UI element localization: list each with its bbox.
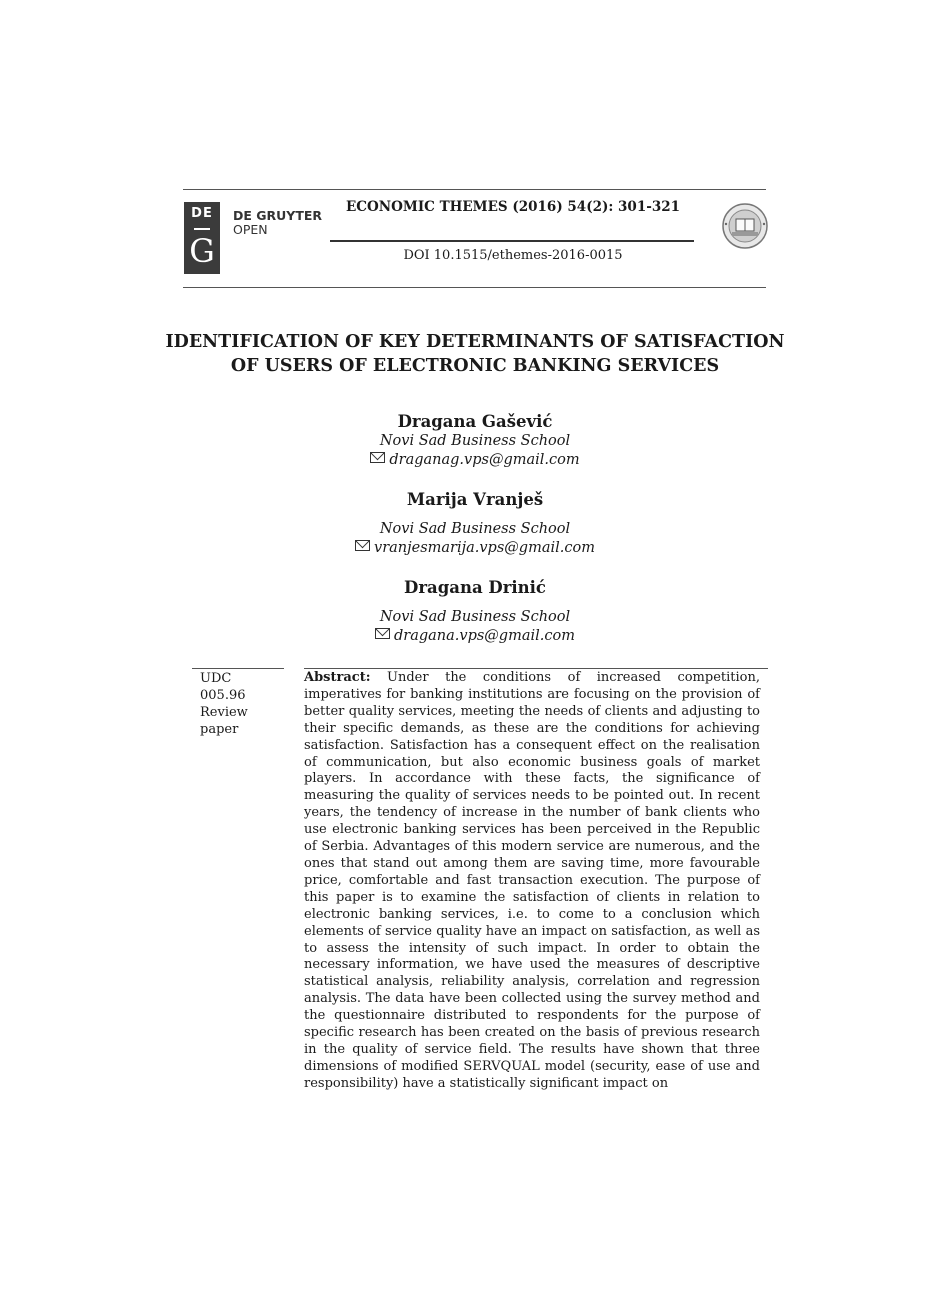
publisher-subname: OPEN — [233, 222, 268, 237]
publisher-logo-bar — [194, 228, 210, 230]
abstract-label: Abstract: — [304, 670, 371, 685]
author-name: Dragana Drinić — [404, 578, 546, 597]
doi: DOI 10.1515/ethemes-2016-0015 — [403, 248, 623, 263]
author-email[interactable] — [150, 540, 800, 556]
paper-title: IDENTIFICATION OF KEY DETERMINANTS OF SATISFACTION OF USERS OF ELECTRONIC BANKING SERVICES — [165, 332, 785, 376]
header-top-rule — [183, 189, 766, 190]
author-email[interactable] — [150, 628, 800, 644]
author-name: Dragana Gašević — [397, 412, 553, 431]
faculty-seal-icon — [722, 194, 768, 258]
header-mid-rule — [330, 240, 694, 242]
publisher-logo-top: DE — [191, 206, 213, 221]
journal-citation: ECONOMIC THEMES (2016) 54(2): 301-321 — [345, 199, 681, 215]
paper-type-line1: Review — [200, 705, 248, 720]
publisher-logo-bottom: G — [189, 232, 215, 270]
publisher-name: DE GRUYTER — [233, 208, 323, 223]
envelope-icon — [355, 540, 370, 551]
author-affiliation: Novi Sad Business School — [379, 433, 571, 449]
meta-top-rule — [192, 668, 284, 669]
author-email-text: vranjesmarija.vps@gmail.com — [374, 540, 595, 556]
udc-label: UDC — [200, 671, 232, 686]
abstract — [304, 670, 760, 1093]
author-email-text: dragana.vps@gmail.com — [394, 628, 575, 644]
header-bottom-rule — [183, 287, 766, 288]
author-affiliation: Novi Sad Business School — [379, 609, 571, 625]
abstract-top-rule — [304, 668, 768, 669]
udc-value: 005.96 — [200, 688, 246, 703]
classification-meta — [200, 670, 248, 738]
envelope-icon — [375, 628, 390, 639]
author-email[interactable] — [150, 452, 800, 468]
author-name: Marija Vranješ — [406, 490, 544, 509]
paper-type-line2: paper — [200, 722, 239, 737]
abstract-text: Under the conditions of increased competition, imperatives for banking institutions are focusing on the provision of better quality services, meeting the needs of clients and adjusting to their specific demands, as these are the conditions for achieving satisfaction. Satisfaction has a consequent effect on the realisation of communication, but also economic business goals of market players. In accordance with these facts, the significance of measuring the quality of services needs to be pointed out. In recent years, the tendency of increase in the number of bank clients who use electronic banking services has been perceived in the Republic of Serbia. Advantages of this modern service are numerous, and the ones that stand out among them are saving time, more favourable price, comfortable and fast transaction execution. The purpose of this paper is to examine the satisfaction of clients in relation to electronic banking services, i.e. to come to a conclusion which elements of service quality have an impact on satisfaction, as well as to assess the intensity of such impact. In order to obtain the necessary information, we have used the measures of descriptive statistical analysis, reliability analysis, correlation and regression analysis. The data have been collected using the survey method and the questionnaire distributed to respondents for the purpose of specific research has been created on the basis of previous research in the quality of service field. The results have shown that three dimensions of modified SERVQUAL model (security, ease of use and responsibility) have a statistically significant impact on — [304, 670, 760, 1091]
author-affiliation: Novi Sad Business School — [379, 521, 571, 537]
author-email-text: draganag.vps@gmail.com — [389, 452, 580, 468]
envelope-icon — [370, 452, 385, 463]
